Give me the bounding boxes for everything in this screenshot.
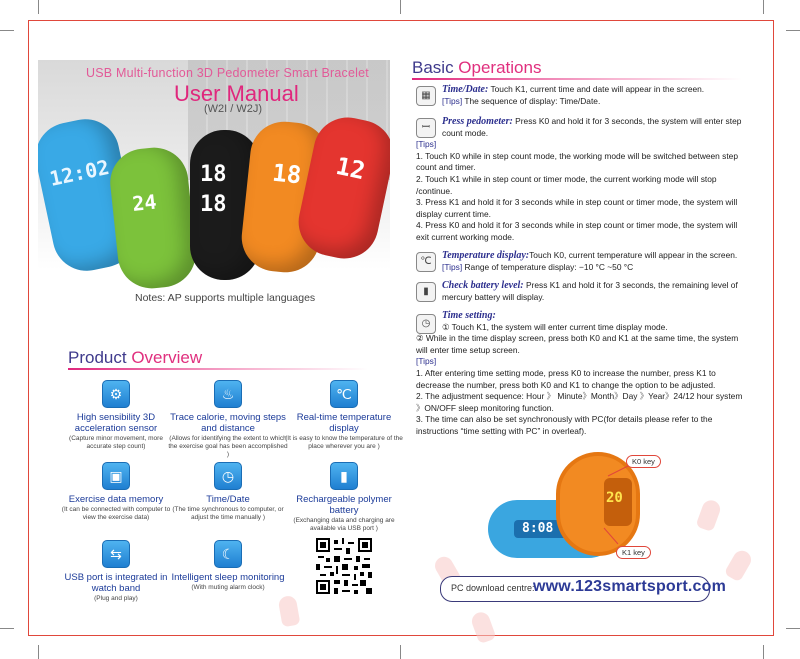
crop-mark	[0, 628, 14, 629]
bracelet-digits: 20	[606, 490, 623, 506]
heading-rule	[412, 78, 742, 80]
crop-mark	[400, 645, 401, 659]
sleep-monitor-icon: ☾	[214, 540, 242, 568]
usb-port-icon: ⇆	[102, 540, 130, 568]
computer-data-icon: ▣	[102, 462, 130, 490]
model-number: (W2I / W2J)	[204, 103, 263, 115]
language-note: Notes: AP supports multiple languages	[135, 292, 316, 304]
pedometer-sensor-icon: ⚙	[102, 380, 130, 408]
op-time-date: Time/Date: Touch K1, current time and date will appear in the screen. [Tips] The sequence of display: Time/Date.	[442, 84, 705, 106]
bracelet-digits: 8:08	[522, 521, 554, 536]
feature-time-date: ◷ Time/Date (The time synchronous to computer, or adjust the time manually )	[168, 462, 288, 522]
bracelet-digits: 24	[131, 189, 158, 217]
k1-key-label: K1 key	[616, 546, 651, 559]
crop-mark	[786, 628, 800, 629]
battery-icon: ▮	[416, 282, 436, 302]
crop-mark	[38, 645, 39, 659]
bracelet-digits: 12	[333, 151, 368, 186]
feature-usb-port: ⇆ USB port is integrated in watch band (Plug and play)	[56, 540, 176, 603]
op-battery: Check battery level: Press K1 and hold it for 3 seconds, the remaining level of mercury battery will display.	[442, 280, 738, 302]
feature-calorie: ♨ Trace calorie, moving steps and distance (Allows for identifying the extent to which the exercise goal has been accomplished )	[168, 380, 288, 459]
manual-subtitle: USB Multi-function 3D Pedometer Smart Bracelet	[86, 66, 369, 80]
thermometer-icon: ℃	[416, 252, 436, 272]
bracelet-digits: 12:02	[47, 154, 112, 191]
feature-sleep-monitor: ☾ Intelligent sleep monitoring (With muting alarm clock)	[168, 540, 288, 592]
crop-mark	[786, 30, 800, 31]
calendar-icon: ▦	[416, 86, 436, 106]
bracelet-digits: 18	[271, 158, 303, 190]
op-time-setting: Time setting: ① Touch K1, the system will enter current time display mode. ② While in the time display screen, press both K0 and K1 at the same time, the system will enter time setup screen. [Tips] 1. After entering time setting mode, press K0 to increase the number, press K1 to decrease the number, press both K0 and K1 to change the option to be adjusted. 2. The adjustment sequence: Hour 》 Minute》Month》Day 》Year》24/12 hour system 》ON/OFF sleep monitoring function. 3. The time can also be set synchronously with PC(for details please refer to the instructions “time setting with PC” in overleaf).	[416, 310, 743, 436]
k0-key-label: K0 key	[626, 455, 661, 468]
feature-temperature: ℃ Real-time temperature display (It is easy to know the temperature of the place wherever you are )	[284, 380, 404, 451]
feature-3d-sensor: ⚙ High sensibility 3D acceleration sensor (Capture minor movement, more accurate step count)	[56, 380, 176, 451]
qr-code	[316, 538, 372, 594]
crop-mark	[400, 0, 401, 14]
crop-mark	[763, 645, 764, 659]
feature-battery: ▮ Rechargeable polymer battery (Exchanging data and charging are available via USB port )	[284, 462, 404, 533]
clock-icon: ◷	[416, 314, 436, 334]
bracelet-green	[107, 144, 199, 291]
op-temperature: Temperature display:Touch K0, current temperature will appear in the screen. [Tips] Range of temperature display: −10 °C ~50 °C	[442, 250, 738, 272]
crop-mark	[763, 0, 764, 14]
footprints-icon: ꟷ	[416, 118, 436, 138]
basic-operations-heading: Basic Operations	[412, 58, 542, 77]
crop-mark	[38, 0, 39, 14]
thermometer-icon: ℃	[330, 380, 358, 408]
bracelet-digits: 18 18	[200, 162, 227, 217]
op-pedometer: Press pedometer: Press K0 and hold it for 3 seconds, the system will enter step count mode. [Tips] 1. Touch K0 while in step count mode, the working mode will be switched between step count and timer. 2. Touch K1 while in step count or timer mode, the current working mode will stop /continue. 3. Press K1 and hold it for 3 seconds while in step count or timer mode, the system will display current time. 4. Press K0 and hold it for 3 seconds while in step count or timer mode, the system will exit current working mode.	[416, 116, 742, 242]
heading-rule	[68, 368, 368, 370]
calorie-flame-icon: ♨	[214, 380, 242, 408]
crop-mark	[0, 30, 14, 31]
battery-icon: ▮	[330, 462, 358, 490]
feature-data-memory: ▣ Exercise data memory (It can be connected with computer to view the exercise data)	[56, 462, 176, 522]
pc-download-label: PC download centre:	[451, 583, 535, 593]
pc-download-box	[440, 576, 727, 602]
download-url-link[interactable]: www.123smartsport.com	[533, 578, 727, 595]
manual-title: User Manual	[174, 81, 299, 106]
key-pointer-lines	[560, 450, 680, 560]
calendar-clock-icon: ◷	[214, 462, 242, 490]
product-overview-heading: Product Overview	[68, 348, 203, 367]
